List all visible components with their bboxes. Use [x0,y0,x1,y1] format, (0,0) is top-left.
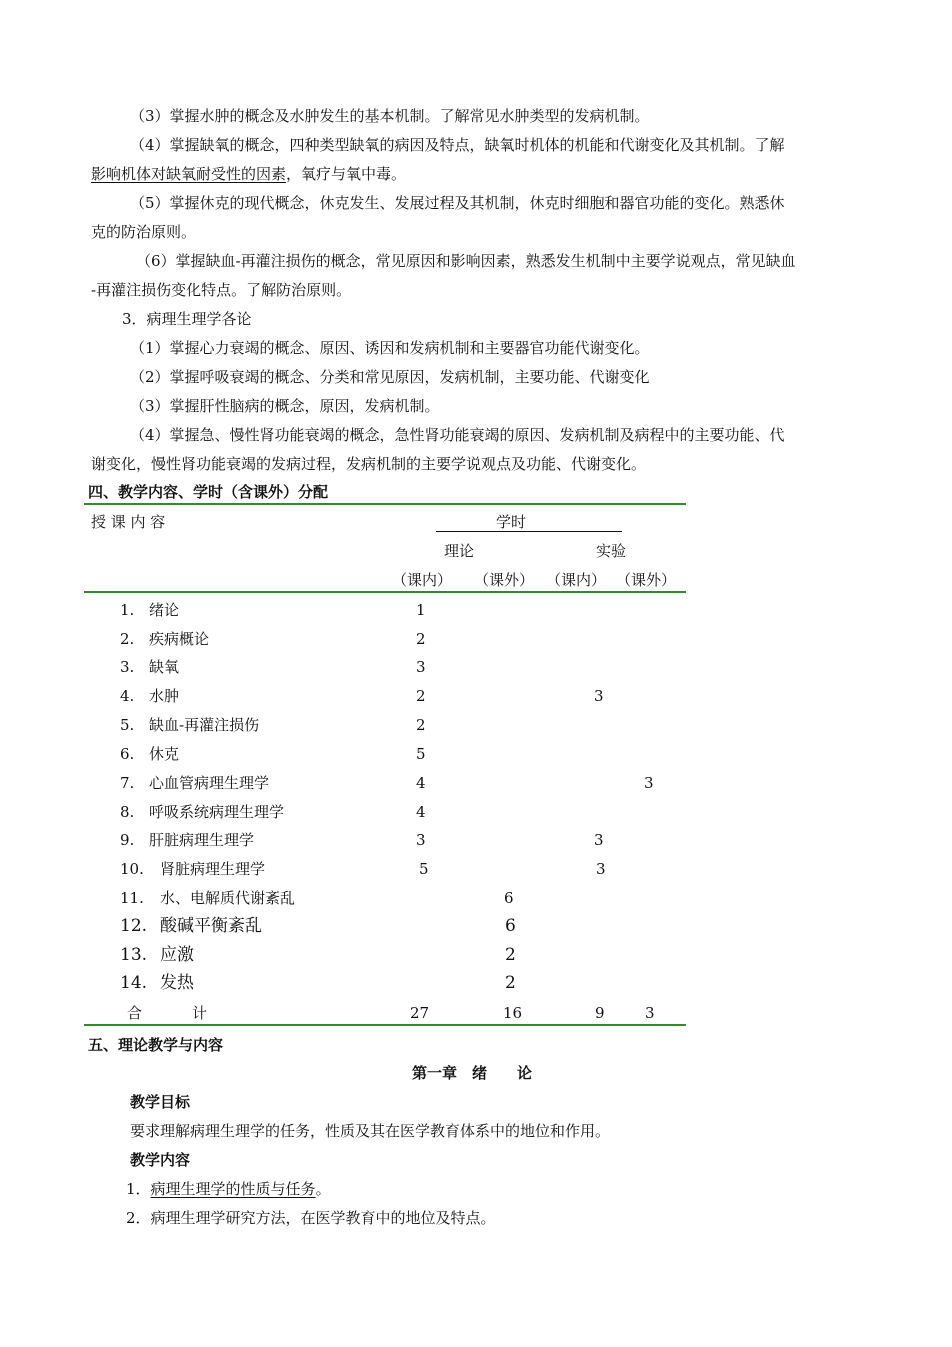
row-number: 14. [120,973,148,993]
totals-label: 合 [127,1004,143,1022]
subheader-lab-out: （课外） [616,571,677,589]
goal-text: 要求理解病理生理学的任务，性质及其在医学教育体系中的地位和作用。 [130,1122,611,1140]
para-reperfusion-line1: （6）掌握缺血-再灌注损伤的概念，常见原因和影响因素，熟悉发生机制中主要学说观点，常见缺血 [136,252,796,270]
section-heading: 四、教学内容、学时（含课外）分配 [88,483,329,501]
row-topic: 水、电解质代谢紊乱 [160,889,296,907]
underlined-phrase: 影响机体对缺氧耐受性的因素 [91,165,287,183]
theory-in-value: 1 [416,601,426,619]
goal-heading: 教学目标 [130,1093,191,1111]
subheader-lab-in: （课内） [546,571,607,589]
para-renal-failure-line2: 谢变化，慢性肾功能衰竭的发病过程，发病机制的主要学说观点及功能、代谢变化。 [91,455,647,473]
para-text: ，氧疗与氧中毒。 [286,165,407,183]
item-number: 1． [126,1180,151,1198]
theory-in-value: 2 [416,716,426,734]
content-item: 2．病理生理学研究方法，在医学教育中的地位及特点。 [126,1209,496,1227]
row-topic: 水肿 [149,687,180,705]
para-reperfusion-line2: -再灌注损伤变化特点。了解防治原则。 [91,281,352,299]
chapter-title: 第一章 绪 论 [412,1064,533,1082]
row-number: 2. [120,630,135,648]
lab-in-value: 3 [596,860,606,878]
row-number: 11. [120,889,144,907]
row-topic: 发热 [160,973,194,993]
total-lab-out: 3 [645,1004,655,1022]
para-shock-line2: 克的防治原则。 [91,223,197,241]
table-top-rule [84,503,686,505]
row-topic: 肝脏病理生理学 [149,831,255,849]
theory-out-value: 2 [505,945,516,965]
para-heart-failure: （1）掌握心力衰竭的概念、原因、诱因和发病机制和主要器官功能代谢变化。 [130,339,650,357]
para-edema: （3）掌握水肿的概念及水肿发生的基本机制。了解常见水肿类型的发病机制。 [130,107,650,125]
theory-out-value: 6 [505,916,516,936]
row-number: 9. [120,831,135,849]
para-renal-failure-line1: （4）掌握急、慢性肾功能衰竭的概念，急性肾功能衰竭的原因、发病机制及病程中的主要功能、代 [130,426,785,444]
row-topic: 应激 [160,945,194,965]
row-topic: 休克 [149,745,180,763]
content-item [126,1179,331,1199]
row-number: 4. [120,687,135,705]
total-theory-in: 27 [410,1004,430,1022]
column-header-content: 授 课 内 容 [91,513,166,531]
theory-out-value: 6 [504,889,514,907]
para-hepatic-encephalopathy: （3）掌握肝性脑病的概念，原因，发病机制。 [130,397,440,415]
row-number: 1. [120,601,135,619]
row-topic: 疾病概论 [149,630,210,648]
table-header-rule [84,591,686,593]
row-number: 12. [120,916,148,936]
theory-in-value: 4 [416,803,426,821]
theory-in-value: 5 [419,860,429,878]
table-bottom-rule [84,1024,686,1026]
column-header-lab: 实验 [596,542,627,560]
subheader-theory-out: （课外） [474,571,535,589]
item-end: 。 [315,1180,331,1198]
theory-in-value: 5 [416,745,426,763]
total-lab-in: 9 [595,1004,605,1022]
row-topic: 缺血-再灌注损伤 [149,716,260,734]
row-topic: 酸碱平衡紊乱 [160,916,262,936]
para-respiratory-failure: （2）掌握呼吸衰竭的概念、分类和常见原因，发病机制，主要功能、代谢变化 [130,368,650,386]
row-topic: 心血管病理生理学 [149,774,270,792]
theory-in-value: 2 [416,630,426,648]
lab-in-value: 3 [594,831,604,849]
row-number: 5. [120,716,135,734]
column-header-hours: 学时 [496,513,527,531]
para-hypoxia-line1: （4）掌握缺氧的概念，四种类型缺氧的病因及特点，缺氧时机体的机能和代谢变化及其机制。了解 [130,136,785,154]
content-heading: 教学内容 [130,1151,191,1169]
theory-in-value: 2 [416,687,426,705]
total-theory-out: 16 [503,1004,523,1022]
subheader-theory-in: （课内） [392,571,453,589]
lab-in-value: 3 [594,687,604,705]
row-number: 6. [120,745,135,763]
underlined-phrase: 病理生理学的性质与任务 [150,1180,316,1198]
hours-underline [436,531,622,532]
subsection-heading: 3．病理生理学各论 [122,310,252,328]
lab-out-value: 3 [644,774,654,792]
theory-in-value: 4 [416,774,426,792]
totals-label: 计 [192,1004,208,1022]
row-number: 7. [120,774,135,792]
row-topic: 绪论 [149,601,180,619]
row-number: 13. [120,945,148,965]
row-number: 3. [120,658,135,676]
theory-out-value: 2 [505,973,516,993]
section-heading: 五、理论教学与内容 [88,1036,224,1054]
row-topic: 缺氧 [149,658,180,676]
row-number: 10. [120,860,144,878]
column-header-theory: 理论 [444,542,475,560]
row-topic: 肾脏病理生理学 [160,860,266,878]
para-shock-line1: （5）掌握休克的现代概念，休克发生、发展过程及其机制，休克时细胞和器官功能的变化。熟悉休 [130,194,785,212]
para-hypoxia-line2 [91,164,406,184]
row-topic: 呼吸系统病理生理学 [149,803,285,821]
row-number: 8. [120,803,135,821]
theory-in-value: 3 [416,831,426,849]
theory-in-value: 3 [416,658,426,676]
